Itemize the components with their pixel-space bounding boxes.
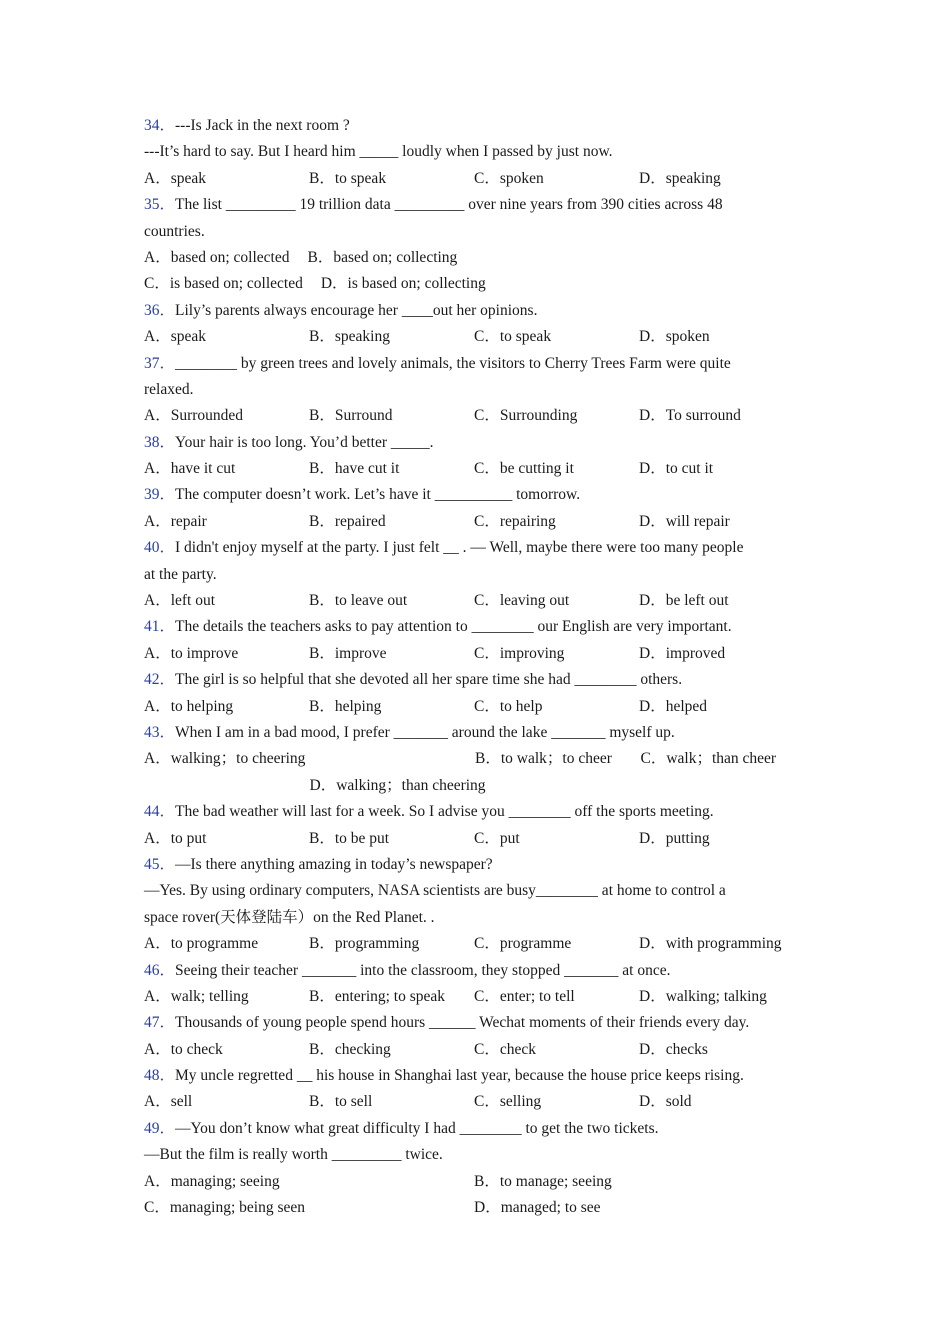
option-text: be cutting it — [499, 460, 574, 478]
answer-option — [144, 1195, 474, 1221]
answer-option — [474, 1169, 804, 1195]
question-number: 42． — [144, 671, 176, 689]
option-text: to speak — [334, 169, 387, 187]
question-stem — [144, 667, 804, 693]
question-stem — [144, 1010, 804, 1036]
answer-option — [309, 456, 474, 482]
option-text: managing; being seen — [169, 1199, 305, 1217]
options-row — [144, 746, 804, 772]
option-letter: D． — [639, 1040, 666, 1058]
option-text: based on; collecting — [333, 248, 458, 266]
option-letter: D． — [474, 1199, 501, 1217]
option-letter: B． — [309, 592, 335, 610]
option-letter: B． — [309, 644, 335, 662]
options-row — [144, 588, 804, 614]
options-row — [144, 509, 804, 535]
option-letter: A． — [144, 829, 171, 847]
option-letter: B． — [309, 1040, 335, 1058]
option-text: entering; to speak — [334, 987, 446, 1005]
option-letter: C． — [474, 697, 500, 715]
question-text: space rover(天体登陆车）on the Red Planet. . — [144, 908, 435, 926]
option-text: walk；than cheer — [666, 750, 777, 768]
answer-option — [639, 826, 804, 852]
question-number: 34． — [144, 117, 176, 134]
question-stem — [144, 113, 804, 139]
answer-option — [474, 166, 639, 192]
option-text: improve — [334, 644, 387, 662]
answer-option — [474, 694, 639, 720]
option-text: putting — [665, 829, 710, 847]
question-stem — [144, 958, 804, 984]
answer-option — [310, 773, 486, 799]
question-text: I didn't enjoy myself at the party. I just felt __ . — Well, maybe there were too many people — [175, 539, 744, 557]
option-letter: C． — [474, 460, 500, 478]
answer-option — [639, 931, 804, 957]
question-stem-continued — [144, 377, 804, 403]
answer-option — [309, 509, 474, 535]
option-text: have cut it — [334, 460, 400, 478]
option-text: To surround — [665, 407, 741, 425]
option-letter: A． — [144, 512, 171, 530]
option-text: speaking — [334, 328, 390, 346]
option-letter: A． — [144, 407, 171, 425]
answer-option — [309, 641, 474, 667]
answer-option — [474, 1195, 804, 1221]
option-text: improved — [665, 644, 726, 662]
answer-option — [639, 694, 804, 720]
option-text: is based on; collecting — [347, 275, 486, 293]
question-stem — [144, 535, 804, 561]
answer-option — [474, 509, 639, 535]
option-text: to helping — [170, 697, 234, 715]
option-letter: D． — [639, 697, 666, 715]
option-letter: B． — [309, 460, 335, 478]
answer-option — [144, 1089, 309, 1115]
answer-option — [639, 403, 804, 429]
answer-option — [309, 324, 474, 350]
option-letter: B． — [309, 987, 335, 1005]
answer-option — [639, 1037, 804, 1063]
option-letter: A． — [144, 1172, 171, 1190]
question-text: ________ by green trees and lovely animals, the visitors to Cherry Trees Farm were quite — [175, 354, 731, 372]
option-text: enter; to tell — [499, 987, 575, 1005]
question-number: 48． — [144, 1067, 176, 1085]
option-letter: B． — [475, 750, 501, 768]
option-text: selling — [499, 1093, 542, 1111]
option-text: to cut it — [665, 460, 714, 478]
option-letter: D． — [639, 592, 666, 610]
option-letter: A． — [144, 460, 171, 478]
option-letter: A． — [144, 987, 171, 1005]
option-text: programme — [499, 935, 572, 953]
option-text: to be put — [334, 829, 390, 847]
worksheet — [144, 113, 804, 1221]
option-letter: A． — [144, 697, 171, 715]
question-number: 43． — [144, 723, 176, 741]
option-letter: C． — [144, 1199, 170, 1217]
option-letter: C． — [474, 935, 500, 953]
question-text: The computer doesn’t work. Let’s have it __________ tomorrow. — [175, 486, 581, 504]
option-letter: D． — [639, 460, 666, 478]
option-text: Surround — [334, 407, 393, 425]
answer-option — [144, 984, 309, 1010]
option-letter: D． — [639, 935, 666, 953]
question-stem — [144, 614, 804, 640]
answer-option — [474, 324, 639, 350]
answer-option — [144, 456, 309, 482]
answer-option — [144, 694, 309, 720]
option-text: managed; to see — [500, 1199, 601, 1217]
options-row — [144, 826, 804, 852]
option-letter: C． — [474, 644, 500, 662]
answer-option — [639, 166, 804, 192]
question-stem — [144, 1116, 804, 1142]
option-text: will repair — [665, 512, 730, 530]
answer-option — [144, 746, 475, 772]
answer-option — [309, 931, 474, 957]
answer-option — [309, 1037, 474, 1063]
option-text: is based on; collected — [169, 275, 303, 293]
option-text: helping — [334, 697, 382, 715]
question-text: Seeing their teacher _______ into the classroom, they stopped _______ at once. — [175, 961, 671, 979]
question-number: 49． — [144, 1119, 176, 1137]
option-text: to programme — [170, 935, 259, 953]
option-letter: A． — [144, 1040, 171, 1058]
options-row — [144, 245, 804, 271]
answer-option — [639, 641, 804, 667]
option-text: have it cut — [170, 460, 236, 478]
question-stem — [144, 1063, 804, 1089]
answer-option — [308, 245, 458, 271]
option-letter: A． — [144, 328, 171, 346]
answer-option — [309, 588, 474, 614]
question-number: 35． — [144, 196, 176, 214]
option-letter: C． — [474, 169, 500, 187]
option-text: managing; seeing — [170, 1172, 280, 1190]
question-stem-continued — [144, 219, 804, 245]
question-number: 41． — [144, 618, 176, 636]
option-text: check — [499, 1040, 536, 1058]
option-text: repaired — [334, 512, 386, 530]
option-text: walking；than cheering — [336, 776, 486, 794]
question-number: 40． — [144, 539, 176, 557]
option-letter: C． — [474, 512, 500, 530]
answer-option — [144, 166, 309, 192]
option-text: put — [499, 829, 520, 847]
question-text: —Is there anything amazing in today’s newspaper? — [175, 855, 493, 873]
question-text: relaxed. — [144, 380, 194, 398]
question-stem — [144, 351, 804, 377]
option-text: programming — [334, 935, 420, 953]
options-row — [144, 1037, 804, 1063]
answer-option — [321, 271, 486, 297]
question-stem — [144, 298, 804, 324]
option-letter: B． — [309, 407, 335, 425]
option-text: to manage; seeing — [499, 1172, 612, 1190]
options-row — [144, 1089, 804, 1115]
options-row — [144, 641, 804, 667]
option-letter: C． — [474, 1040, 500, 1058]
option-letter: D． — [639, 328, 666, 346]
options-row — [144, 1195, 804, 1221]
answer-option — [309, 826, 474, 852]
question-stem — [144, 852, 804, 878]
options-row — [144, 931, 804, 957]
answer-option — [144, 588, 309, 614]
question-stem — [144, 192, 804, 218]
question-text: When I am in a bad mood, I prefer _______ around the lake _______ myself up. — [175, 723, 675, 741]
option-text: sell — [170, 1093, 193, 1111]
option-letter: A． — [144, 169, 171, 187]
option-text: repair — [170, 512, 207, 530]
answer-option — [639, 1089, 804, 1115]
answer-option — [144, 324, 309, 350]
option-letter: D． — [639, 1093, 666, 1111]
answer-option — [475, 746, 641, 772]
options-row — [144, 1169, 804, 1195]
option-letter: D． — [639, 169, 666, 187]
option-letter: C． — [474, 987, 500, 1005]
option-letter: C． — [474, 592, 500, 610]
question-text: The girl is so helpful that she devoted all her spare time she had ________ others. — [175, 671, 683, 689]
answer-option — [639, 984, 804, 1010]
option-text: leaving out — [499, 592, 570, 610]
question-stem-continued — [144, 139, 804, 165]
option-text: repairing — [499, 512, 556, 530]
option-text: speaking — [665, 169, 721, 187]
question-number: 37． — [144, 354, 176, 372]
question-text: The bad weather will last for a week. So I advise you ________ off the sports meeting. — [175, 803, 714, 821]
answer-option — [144, 509, 309, 535]
option-letter: C． — [474, 407, 500, 425]
option-letter: A． — [144, 592, 171, 610]
option-text: walk; telling — [170, 987, 249, 1005]
option-letter: B． — [309, 1093, 335, 1111]
option-letter: D． — [639, 829, 666, 847]
option-text: to speak — [499, 328, 552, 346]
option-letter: A． — [144, 644, 171, 662]
answer-option — [144, 1037, 309, 1063]
question-text: Your hair is too long. You’d better _____. — [175, 433, 434, 451]
option-letter: C． — [144, 275, 170, 293]
question-number: 44． — [144, 803, 176, 821]
question-number: 46． — [144, 961, 176, 979]
option-text: to leave out — [334, 592, 408, 610]
option-letter: A． — [144, 935, 171, 953]
question-stem — [144, 430, 804, 456]
answer-option — [639, 456, 804, 482]
option-text: checks — [665, 1040, 708, 1058]
option-text: to improve — [170, 644, 239, 662]
option-text: Surrounding — [499, 407, 578, 425]
answer-option — [144, 1169, 474, 1195]
question-text: Lily’s parents always encourage her ____out her opinions. — [175, 301, 538, 319]
option-letter: B． — [307, 248, 334, 266]
option-text: walking; talking — [665, 987, 767, 1005]
option-letter: D． — [639, 644, 666, 662]
option-letter: B． — [309, 697, 335, 715]
answer-option — [639, 324, 804, 350]
option-text: with programming — [665, 935, 782, 953]
question-number: 36． — [144, 301, 176, 319]
question-stem — [144, 720, 804, 746]
option-text: to help — [499, 697, 543, 715]
options-row — [144, 773, 804, 799]
options-row — [144, 166, 804, 192]
option-letter: D． — [320, 275, 348, 293]
option-letter: C． — [474, 328, 500, 346]
answer-option — [144, 641, 309, 667]
answer-option — [309, 166, 474, 192]
option-letter: B． — [309, 169, 335, 187]
option-text: to walk；to cheer — [500, 750, 612, 768]
answer-option — [474, 984, 639, 1010]
answer-option — [474, 403, 639, 429]
question-stem-continued — [144, 905, 804, 931]
option-text: be left out — [665, 592, 729, 610]
option-text: to check — [170, 1040, 223, 1058]
answer-option — [309, 694, 474, 720]
option-letter: A． — [144, 1093, 171, 1111]
option-text: to put — [170, 829, 207, 847]
answer-option — [639, 588, 804, 614]
question-text: My uncle regretted __ his house in Shanghai last year, because the house price keeps rising. — [175, 1067, 744, 1085]
question-stem-continued — [144, 1142, 804, 1168]
option-text: checking — [334, 1040, 391, 1058]
question-number: 38． — [144, 433, 176, 451]
answer-option — [474, 1037, 639, 1063]
question-text: —Yes. By using ordinary computers, NASA scientists are busy________ at home to control a — [144, 882, 726, 900]
options-row — [144, 324, 804, 350]
answer-option — [144, 271, 303, 297]
question-stem-continued — [144, 878, 804, 904]
question-stem — [144, 482, 804, 508]
option-letter: C． — [474, 1093, 500, 1111]
answer-option — [144, 931, 309, 957]
options-row — [144, 403, 804, 429]
option-text: left out — [170, 592, 216, 610]
answer-option — [144, 245, 290, 271]
question-stem — [144, 799, 804, 825]
options-row — [144, 456, 804, 482]
question-stem-continued — [144, 562, 804, 588]
option-letter: C． — [640, 750, 667, 768]
answer-option — [474, 826, 639, 852]
answer-option — [474, 641, 639, 667]
question-text: —But the film is really worth _________ twice. — [144, 1146, 443, 1164]
options-row — [144, 984, 804, 1010]
option-letter: D． — [639, 407, 666, 425]
question-text: —You don’t know what great difficulty I had ________ to get the two tickets. — [175, 1119, 659, 1137]
option-text: Surrounded — [170, 407, 244, 425]
question-text: Thousands of young people spend hours ______ Wechat moments of their friends every day. — [175, 1014, 750, 1032]
option-letter: B． — [309, 829, 335, 847]
option-text: improving — [499, 644, 565, 662]
question-text: ---Is Jack in the next room ? — [175, 117, 350, 134]
question-text: The list _________ 19 trillion data _________ over nine years from 390 cities across 48 — [175, 196, 723, 214]
answer-option — [641, 746, 777, 772]
options-row — [144, 694, 804, 720]
answer-option — [639, 509, 804, 535]
answer-option — [144, 826, 309, 852]
option-text: speak — [170, 328, 206, 346]
option-letter: A． — [144, 750, 171, 768]
option-text: speak — [170, 169, 206, 187]
option-text: sold — [665, 1093, 692, 1111]
question-number: 47． — [144, 1014, 176, 1032]
answer-option — [309, 984, 474, 1010]
answer-option — [474, 931, 639, 957]
option-text: to sell — [334, 1093, 373, 1111]
answer-option — [309, 403, 474, 429]
question-text: at the party. — [144, 565, 217, 583]
answer-option — [474, 1089, 639, 1115]
option-text: spoken — [499, 169, 544, 187]
option-text: helped — [665, 697, 708, 715]
option-letter: B． — [309, 328, 335, 346]
question-text: ---It’s hard to say. But I heard him _____ loudly when I passed by just now. — [144, 143, 613, 161]
question-number: 39． — [144, 486, 176, 504]
option-letter: D． — [639, 512, 666, 530]
question-text: The details the teachers asks to pay attention to ________ our English are very important. — [175, 618, 732, 636]
answer-option — [474, 456, 639, 482]
answer-option — [474, 588, 639, 614]
option-text: spoken — [665, 328, 710, 346]
question-text: countries. — [144, 222, 205, 240]
answer-option — [144, 403, 309, 429]
option-letter: D． — [309, 776, 337, 794]
option-letter: C． — [474, 829, 500, 847]
question-number: 45． — [144, 855, 176, 873]
option-letter: B． — [474, 1172, 500, 1190]
option-letter: A． — [144, 248, 171, 266]
option-letter: B． — [309, 512, 335, 530]
options-row — [144, 271, 804, 297]
option-text: walking；to cheering — [170, 750, 306, 768]
option-letter: D． — [639, 987, 666, 1005]
option-text: based on; collected — [170, 248, 290, 266]
answer-option — [309, 1089, 474, 1115]
option-letter: B． — [309, 935, 335, 953]
